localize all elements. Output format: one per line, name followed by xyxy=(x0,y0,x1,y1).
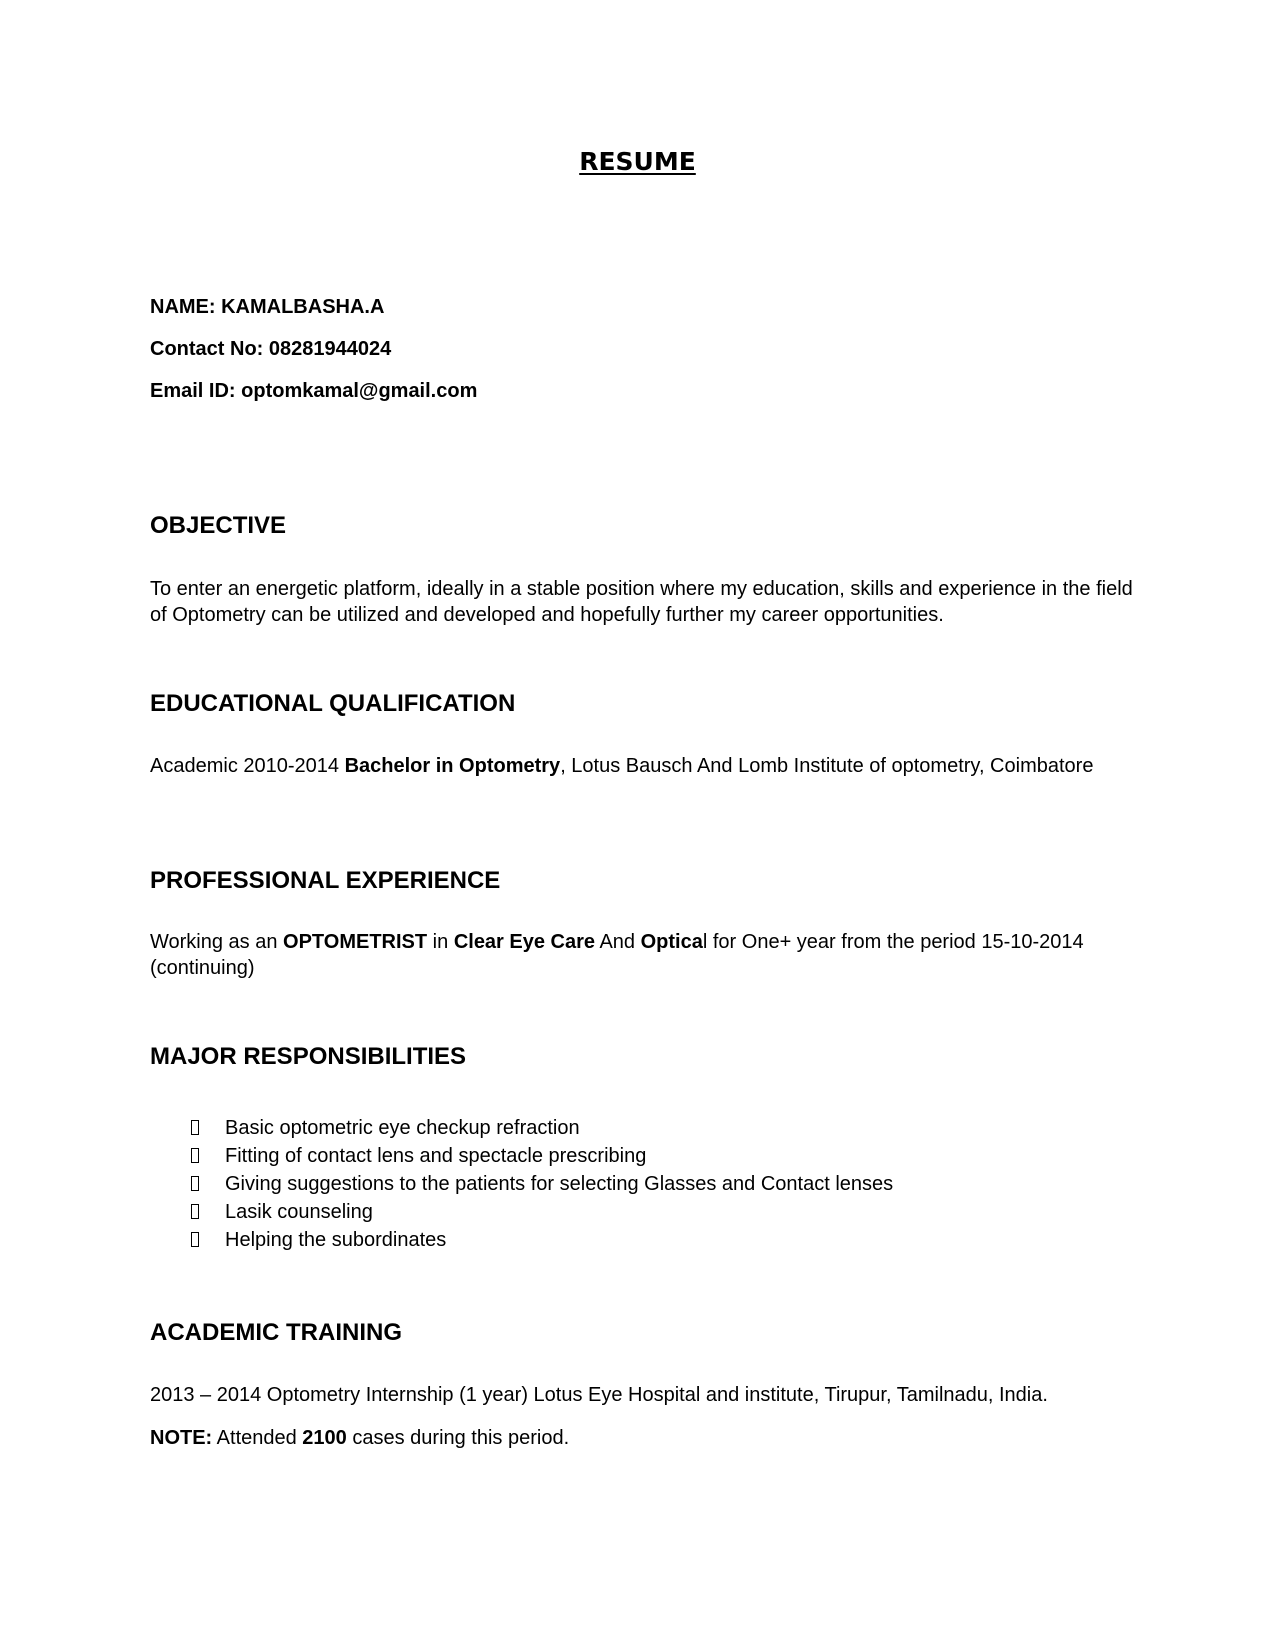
resume-page: RESUME NAME: KAMALBASHA.A Contact No: 08281944024 Email ID: optomkamal@gmail.com OBJECTIVE To enter an energetic platform, ideally in a stable position where my education, skills and experience in the field of Optometry can be utilized and developed and hopefully further my career opportunities. EDUCATIONAL QUALIFICATION Academic 2010-2014 Bachelor in Optometry, Lotus Bausch And Lomb Institute of optometry, Coimbatore PROFESSIONAL EXPERIENCE Working as an OPTOMETRIST in Clear Eye Care And Optical for One+ year from the period 15-10-2014 (continuing) MAJOR RESPONSIBILITIES Basic optometric eye checkup refraction Fitting of contact lens and spectacle prescribing Giving suggestions to the patients for selecting Glasses and Contact lenses Lasik counseling Helping the subordinates ACADEMIC TRAINING 2013 – 2014 Optometry Internship (1 year) Lotus Eye Hospital and institute, Tirupur, Tamilnadu, India. NOTE: Attended 2100 cases during this period. xyxy=(0,0,1275,1650)
education-text: Academic 2010-2014 Bachelor in Optometry, Lotus Bausch And Lomb Institute of optometry, Coimbatore xyxy=(150,755,1094,777)
employer-name-2: Optica xyxy=(640,931,703,953)
name-line: NAME: KAMALBASHA.A xyxy=(150,296,385,318)
bullet-box-icon xyxy=(191,1120,199,1135)
objective-text: To enter an energetic platform, ideally in a stable position where my education, skills and experience in the field of Optometry can be utilized and developed and hopefully further my career opportunities. xyxy=(150,578,1133,626)
training-heading: ACADEMIC TRAINING xyxy=(150,1319,402,1346)
employer-name: Clear Eye Care xyxy=(453,931,596,953)
responsibilities-heading: MAJOR RESPONSIBILITIES xyxy=(150,1043,467,1070)
job-role: OPTOMETRIST xyxy=(283,931,428,953)
email-line: Email ID: optomkamal@gmail.com xyxy=(150,380,478,402)
degree-name: Bachelor in Optometry xyxy=(344,755,561,777)
objective-heading: OBJECTIVE xyxy=(150,512,287,539)
document-title: RESUME xyxy=(579,147,696,176)
experience-heading: PROFESSIONAL EXPERIENCE xyxy=(150,867,501,894)
note-label: NOTE: xyxy=(150,1427,213,1449)
training-text: 2013 – 2014 Optometry Internship (1 year) Lotus Eye Hospital and institute, Tirupur, Tamilnadu, India. xyxy=(150,1384,1048,1406)
experience-text: Working as an OPTOMETRIST in Clear Eye Care And Optical for One+ year from the period 15-10-2014 (continuing) xyxy=(150,931,1084,979)
training-note: NOTE: Attended 2100 cases during this period. xyxy=(150,1427,570,1449)
bullet-box-icon xyxy=(191,1204,199,1219)
bullet-box-icon xyxy=(191,1176,199,1191)
case-count: 2100 xyxy=(302,1427,347,1449)
bullet-box-icon xyxy=(191,1148,199,1163)
contact-line: Contact No: 08281944024 xyxy=(150,338,392,360)
bullet-box-icon xyxy=(191,1232,199,1247)
education-heading: EDUCATIONAL QUALIFICATION xyxy=(150,690,516,717)
